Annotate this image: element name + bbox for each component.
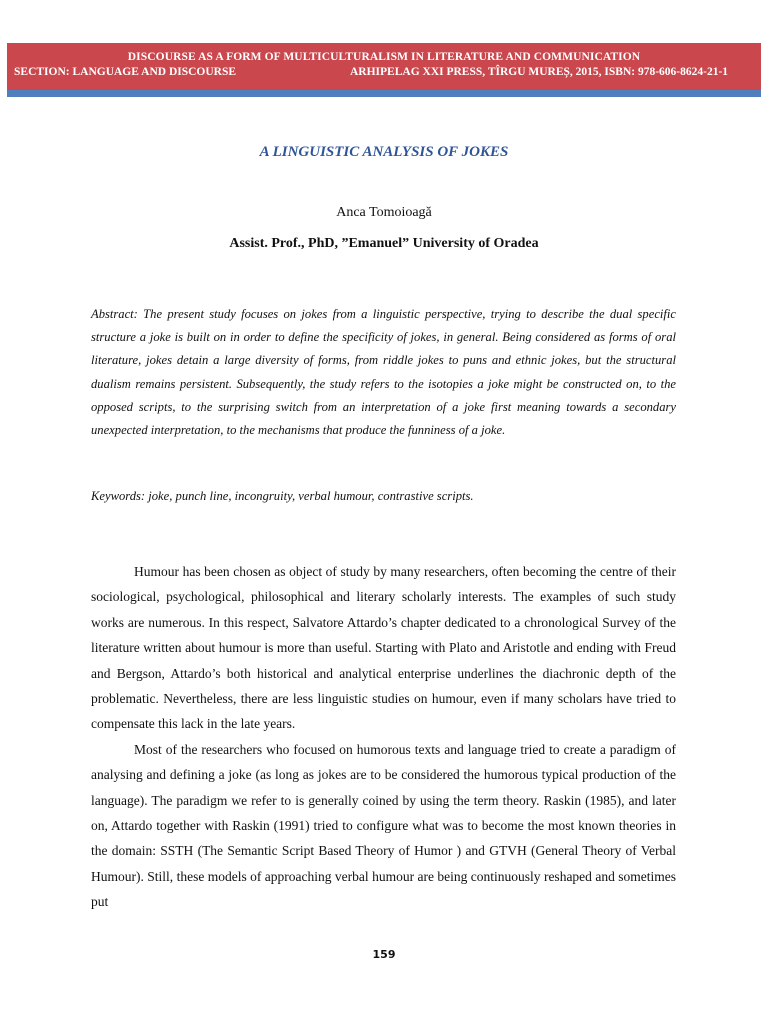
header-accent-bar <box>7 90 761 97</box>
conference-title: DISCOURSE AS A FORM OF MULTICULTURALISM IN LITERATURE AND COMMUNICATION <box>127 51 641 63</box>
paragraph: Humour has been chosen as object of study by many researchers, often becoming the centre of their sociological, psychological, philosophical and literary scholarly interests. The examples of such study works are numerous. In this respect, Salvatore Attardo’s chapter dedicated to a chronological Survey of the literature written about humour is more than useful. Starting with Plato and Aristotle and ending with Freud and Bergson, Attardo’s both historical and analytical enterprise underlines the diachronic depth of the problematic. Nevertheless, there are less linguistic studies on humour, even if many scholars have tried to compensate this lack in the late years. <box>91 564 676 732</box>
body-text <box>91 559 676 915</box>
page-number: 159 <box>372 948 396 961</box>
conference-header-band <box>7 43 761 90</box>
keywords: Keywords: joke, punch line, incongruity, verbal humour, contrastive scripts. <box>91 489 474 503</box>
section-label: SECTION: LANGUAGE AND DISCOURSE <box>14 66 237 78</box>
author-name: Anca Tomoioagă <box>336 205 432 220</box>
abstract: Abstract: The present study focuses on jokes from a linguistic perspective, trying to describe the dual specific structure a joke is built on in order to define the specificity of jokes, in general. Being considered as forms of oral literature, jokes detain a large diversity of forms, from riddle jokes to puns and ethnic jokes, but the structural dualism remains persistent. Subsequently, the study refers to the isotopies a joke might be constructed on, to the opposed scripts, to the surprising switch from an interpretation of a joke first meaning towards a secondary unexpected interpretation, to the mechanisms that produce the funniness of a joke. <box>91 307 676 438</box>
publisher-info: ARHIPELAG XXI PRESS, TÎRGU MUREȘ, 2015, ISBN: 978-606-8624-21-1 <box>350 66 729 78</box>
article-title: A LINGUISTIC ANALYSIS OF JOKES <box>259 144 509 160</box>
author-affiliation: Assist. Prof., PhD, ”Emanuel” University of Oradea <box>229 236 539 251</box>
paragraph: Most of the researchers who focused on humorous texts and language tried to create a paradigm of analysing and defining a joke (as long as jokes are to be considered the humorous typical production of the language). The paradigm we refer to is generally coined by using the term theory. Raskin (1985), and later on, Attardo together with Raskin (1991) tried to configure what was to become the most known theories in the domain: SSTH (The Semantic Script Based Theory of Humor ) and GTVH (General Theory of Verbal Humour). Still, these models of approaching verbal humour are being continuously reshaped and sometimes put <box>91 741 676 910</box>
